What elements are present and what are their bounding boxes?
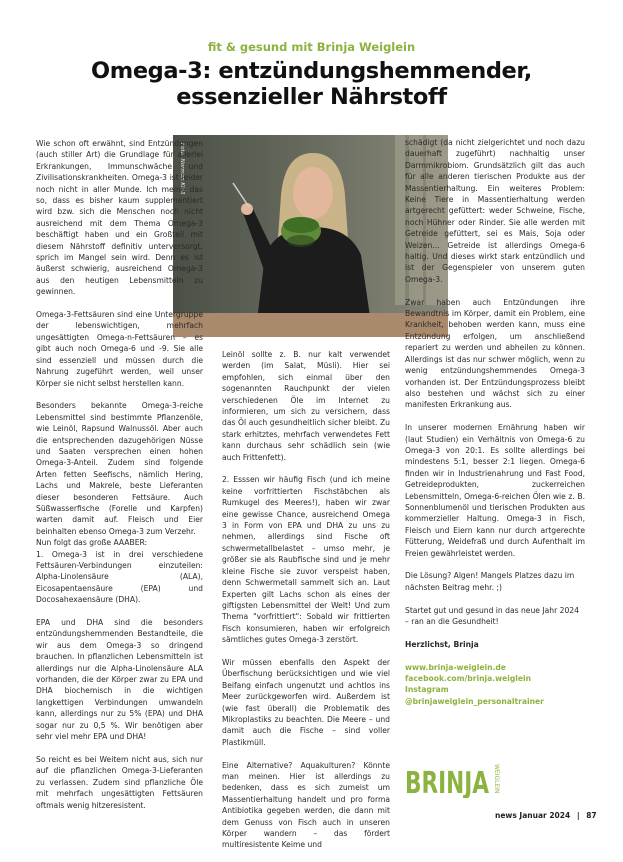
paragraph: Wie schon oft erwähnt, sind Entzündungen (auch stiller Art) die Grundlage für allerlei Erkrankungen, Immunschwäche und Zivilisationskrankheiten. Omega-3 ist leider noch nicht in aller Munde. Ich meine das so, dass es bisher kaum supplementiert wird bzw. sich die Menschen noch nicht ausreichend mit dem Thema Omega-3 beschäftigt haben und ein Großteil mit diesem Nährstoff definitiv unterversorgt, sprich im Mangel sein wird. Denn es ist äußerst schwierig, ausreichend Omega-3 aus den heutigen Lebensmitteln zu gewinnen. <box>36 139 203 297</box>
facebook-link[interactable]: facebook.com/brinja.weiglein <box>405 674 532 683</box>
instagram-link[interactable]: Instagram @brinjaweiglein_personaltrainer <box>405 685 544 706</box>
logo-subtext: WEIGLEIN <box>493 764 500 794</box>
paragraph: schädigt (da nicht zielgerichtet und noch dazu dauerhaft zugeführt) nachhaltig unser Darmmikrobiom. Grundsätzlich gilt das auch für alle anderen tierischen Produkte aus der Massentierhaltung. Ein weiteres Problem: Keine Tiere in Massentierhaltung werden artgerecht gefüttert: weder Schweine, Fische, noch Hühner oder Rinder. Sie alle werden mit Getreide gefüttert, sei es Mais, Soja oder Weizen... Getreide ist allerdings Omega-6 haltig. Und dieses wirkt stark entzündlich und ist der Gegenspieler von unserem guten Omega-3. <box>405 138 585 284</box>
logo-text: BRINJA <box>405 766 490 798</box>
paragraph: So reicht es bei Weitem nicht aus, sich nur auf die pflanzlichen Omega-3-Lieferanten zu verlassen. Zudem sind pflanzliche Öle mit mehrfach ungesättigten Fettsäuren oftmals wenig hitzeresistent. <box>36 754 203 810</box>
column-3 <box>405 137 585 707</box>
paragraph: Zwar haben auch Entzündungen ihre Bewandtnis im Körper, damit ein Problem, eine Krankheit, behoben werden kann, muss eine Entzündung erfolgen, um anschließend repariert zu werden und abheilen zu können. Allerdings ist das nur schwer möglich, wenn zu wenig entzündungshemmendes Omega-3 vorhanden ist. Der Entzündungsprozess bleibt also bestehen und wächst sich zu einer manifesten Erkrankung aus. <box>405 297 585 410</box>
paragraph: EPA und DHA sind die besonders entzündungshemmenden Bestandteile, die wir aus dem Omega-3 so dringend brauchen. In pflanzlichen Lebensmitteln ist allerdings nur die Alpha-Linolensäure ALA vorhanden, die der Körper zwar zu EPA und DHA biochemisch in die wichtigen langkettigen Verbindungen umwandeln kann, allerdings nur zu 5% (EPA) und DHA sogar nur zu 0,5 %. Wir benötigen aber sehr viel mehr EPA und DHA! <box>36 618 203 742</box>
paragraph: 2. Esssen wir häufig Fisch (und ich meine keine vorfrittierten Fischstäbchen als Rumkugel des Meeres!), haben wir zwar eine gewisse Chance, ausreichend Omega 3 in Form von EPA und DHA zu uns zu nehmen, allerdings sind Fische oft schwermetallbelastet – umso mehr, je größer sie als Raubfische sind und je mehr kleine Fische sie zuvor verspeist haben, denn Schwermetall sammelt sich an. Laut Experten gilt Lachs schon als eines der giftigsten Lebensmittel der Welt! Und zum Thema "vorfrittiert": Sobald wir frittierten Fisch konsumieren, haben wir erfolgreich sämtliches gutes Omega-3 zerstört. <box>222 475 390 645</box>
issue-label: news Januar 2024 <box>495 811 571 820</box>
signoff: Herzlichst, Brinja <box>405 639 479 649</box>
page-footer <box>495 811 597 820</box>
paragraph: Leinöl sollte z. B. nur kalt verwendet werden (im Salat, Müsli). Hier sei empfohlen, sich einmal über den sogenannten Rauchpunkt der vielen verschiedenen Öle im Internet zu informieren, um sich zu versichern, dass das Öl auch gesundheitlich sicher bleibt. Zu stark erhitztes, mehrfach verwendetes Fett kann durchaus sehr schädlich sein (wie auch Frittenfett). <box>222 350 390 462</box>
paragraph: 1. Omega-3 ist in drei verschiedene Fettsäuren-Verbindungen einzuteilen: Alpha-Linolensäure (ALA), Eicosapentaensäure (EPA) und Docosahexaensäure (DHA). <box>36 549 203 605</box>
paragraph: Die Lösung? Algen! Mangels Platzes dazu im nächsten Beitrag mehr. ;) <box>405 571 575 592</box>
column-2 <box>222 349 390 862</box>
title-line-1: Omega-3: entzündungshemmender, <box>91 58 532 84</box>
footer-separator: | <box>576 811 580 820</box>
paragraph: Eine Alternative? Aquakulturen? Könnte man meinen. Hier ist allerdings zu bedenken, dass es sich zumeist um Massentierhaltung handelt und pro forma Antibiotika gegeben werden, die dann mit dem Genuss von Fisch auch in unseren Körper wandern – das fördert multiresistente Keime und <box>222 760 390 850</box>
paragraph: Wir müssen ebenfalls den Aspekt der Überfischung berücksichtigen und wie viel Beifang einfach ungenutzt und achtlos ins Meer zurückgeworfen wird. Außerdem ist (wie fast überall) die Problematik des Mikroplastiks zu beachten. Die Meere – und damit auch die Fische – sind voller Plastikmüll. <box>222 657 390 747</box>
paragraph: Omega-3-Fettsäuren sind eine Untergruppe der lebenswichtigen, mehrfach ungesättigten Omega-n-Fettsäuren – es gibt auch noch Omega-6 und -9. Sie alle sind essenziell und müssen durch die Nahrung zugeführt werden, weil unser Körper sie nicht selbst herstellen kann. <box>36 310 203 388</box>
page-title <box>0 58 623 110</box>
paragraph: Nun folgt das große AAABER: <box>36 538 148 548</box>
brinja-logo <box>405 762 505 798</box>
page-number: 87 <box>586 811 597 820</box>
website-link[interactable]: www.brinja-weiglein.de <box>405 662 506 672</box>
paragraph: Besonders bekannte Omega-3-reiche Lebensmittel sind bestimmte Pflanzenöle, wie Leinöl, Rapsund Walnussöl. Aber auch die entsprechenden dazugehörigen Nüsse und Saaten versprechen einen hohen Omega-3-Anteil. Zudem sind folgende Arten fetten Seefischs, nämlich Hering, Lachs und Makrele, beste Lieferanten dieser besonderen Fettsäure. Auch Süßwasserfische (Forelle und Karpfen) warten damit auf. Fleisch und Eier beinhalten ebenso Omega-3 zum Verzehr. <box>36 401 203 536</box>
kicker: fit & gesund mit Brinja Weiglein <box>207 40 416 54</box>
paragraph: In unserer modernen Ernährung haben wir (laut Studien) ein Verhältnis von Omega-6 zu Omega-3 von 20:1. Es sollte allerdings bei mindestens 5:1, besser 2:1 liegen. Omega-6 finden wir in Industrienahrung und Fast Food, Getreideprodukten, zuckerreichen Lebensmitteln, Omega-6-reichen Ölen wie z. B. Sonnenblumenöl und tierischen Produkten aus kommerzieller Haltung. Omega-3 in Fisch, Fleisch und Eiern kann nur durch artgerechte Fütterung, Weidefraß und durch Aufenthalt im Freien gewährleistet werden. <box>405 423 585 558</box>
column-1 <box>36 138 203 822</box>
title-line-2: essenzieller Nährstoff <box>176 84 447 110</box>
photo-credit: Foto: Norman Kläß <box>179 143 185 195</box>
paragraph: Startet gut und gesund in das neue Jahr 2024 – ran an die Gesundheit! <box>405 605 579 626</box>
